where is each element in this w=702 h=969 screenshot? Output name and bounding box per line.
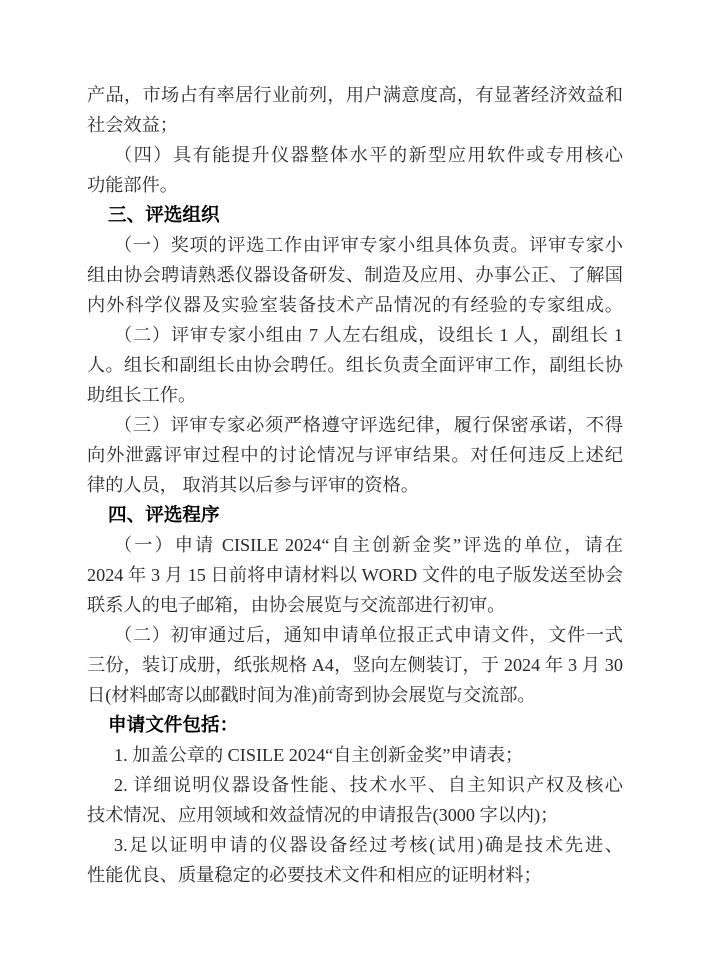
text-line: （一）申请 CISILE 2024“自主创新金奖”评选的单位，请在 bbox=[114, 535, 623, 555]
text-line: 产品，市场占有率居行业前列，用户满意度高，有显著经济效益和 bbox=[87, 85, 623, 105]
text-line: （一）奖项的评选工作由评审专家小组具体负责。评审专家小 bbox=[114, 235, 623, 255]
text-line: 向外泄露评审过程中的讨论情况与评审结果。对任何违反上述纪 bbox=[87, 445, 623, 465]
document-text-block bbox=[87, 80, 623, 890]
section-heading: 四、评选程序 bbox=[108, 504, 220, 525]
text-line: 律的人员， 取消其以后参与评审的资格。 bbox=[87, 475, 419, 495]
section-heading: 申请文件包括： bbox=[108, 714, 239, 735]
text-line: 联系人的电子邮箱，由协会展览与交流部进行初审。 bbox=[87, 595, 506, 615]
text-line: 组由协会聘请熟悉仪器设备研发、制造及应用、办事公正、了解国 bbox=[87, 265, 623, 285]
text-line: 性能优良、质量稳定的必要技术文件和相应的证明材料； bbox=[87, 865, 542, 885]
text-line: 日(材料邮寄以邮戳时间为准)前寄到协会展览与交流部。 bbox=[87, 685, 536, 705]
text-line: （三）评审专家必须严格遵守评选纪律，履行保密承诺，不得 bbox=[114, 415, 623, 435]
text-line: （二）初审通过后，通知申请单位报正式申请文件，文件一式 bbox=[114, 625, 623, 645]
text-line: 2024 年 3 月 15 日前将申请材料以 WORD 文件的电子版发送至协会 bbox=[87, 565, 623, 585]
text-line: 三份，装订成册，纸张规格 A4，竖向左侧装订，于 2024 年 3 月 30 bbox=[87, 655, 623, 675]
text-line: （四）具有能提升仪器整体水平的新型应用软件或专用核心 bbox=[114, 145, 623, 165]
text-line: 社会效益； bbox=[87, 115, 178, 135]
text-line: 2. 详细说明仪器设备性能、技术水平、自主知识产权及核心 bbox=[114, 775, 623, 795]
text-line: 助组长工作。 bbox=[87, 385, 197, 405]
text-line: （二）评审专家小组由 7 人左右组成，设组长 1 人，副组长 1 bbox=[114, 325, 623, 345]
text-line: 内外科学仪器及实验室装备技术产品情况的有经验的专家组成。 bbox=[87, 295, 623, 315]
text-line: 技术情况、应用领域和效益情况的申请报告(3000 字以内)； bbox=[87, 805, 559, 825]
text-line: 人。组长和副组长由协会聘任。组长负责全面评审工作，副组长协 bbox=[87, 355, 623, 375]
section-heading: 三、评选组织 bbox=[108, 204, 220, 225]
text-line: 1. 加盖公章的 CISILE 2024“自主创新金奖”申请表； bbox=[114, 745, 524, 765]
text-line: 功能部件。 bbox=[87, 175, 178, 195]
text-line: 3.足以证明申请的仪器设备经过考核(试用)确是技术先进、 bbox=[114, 835, 623, 855]
